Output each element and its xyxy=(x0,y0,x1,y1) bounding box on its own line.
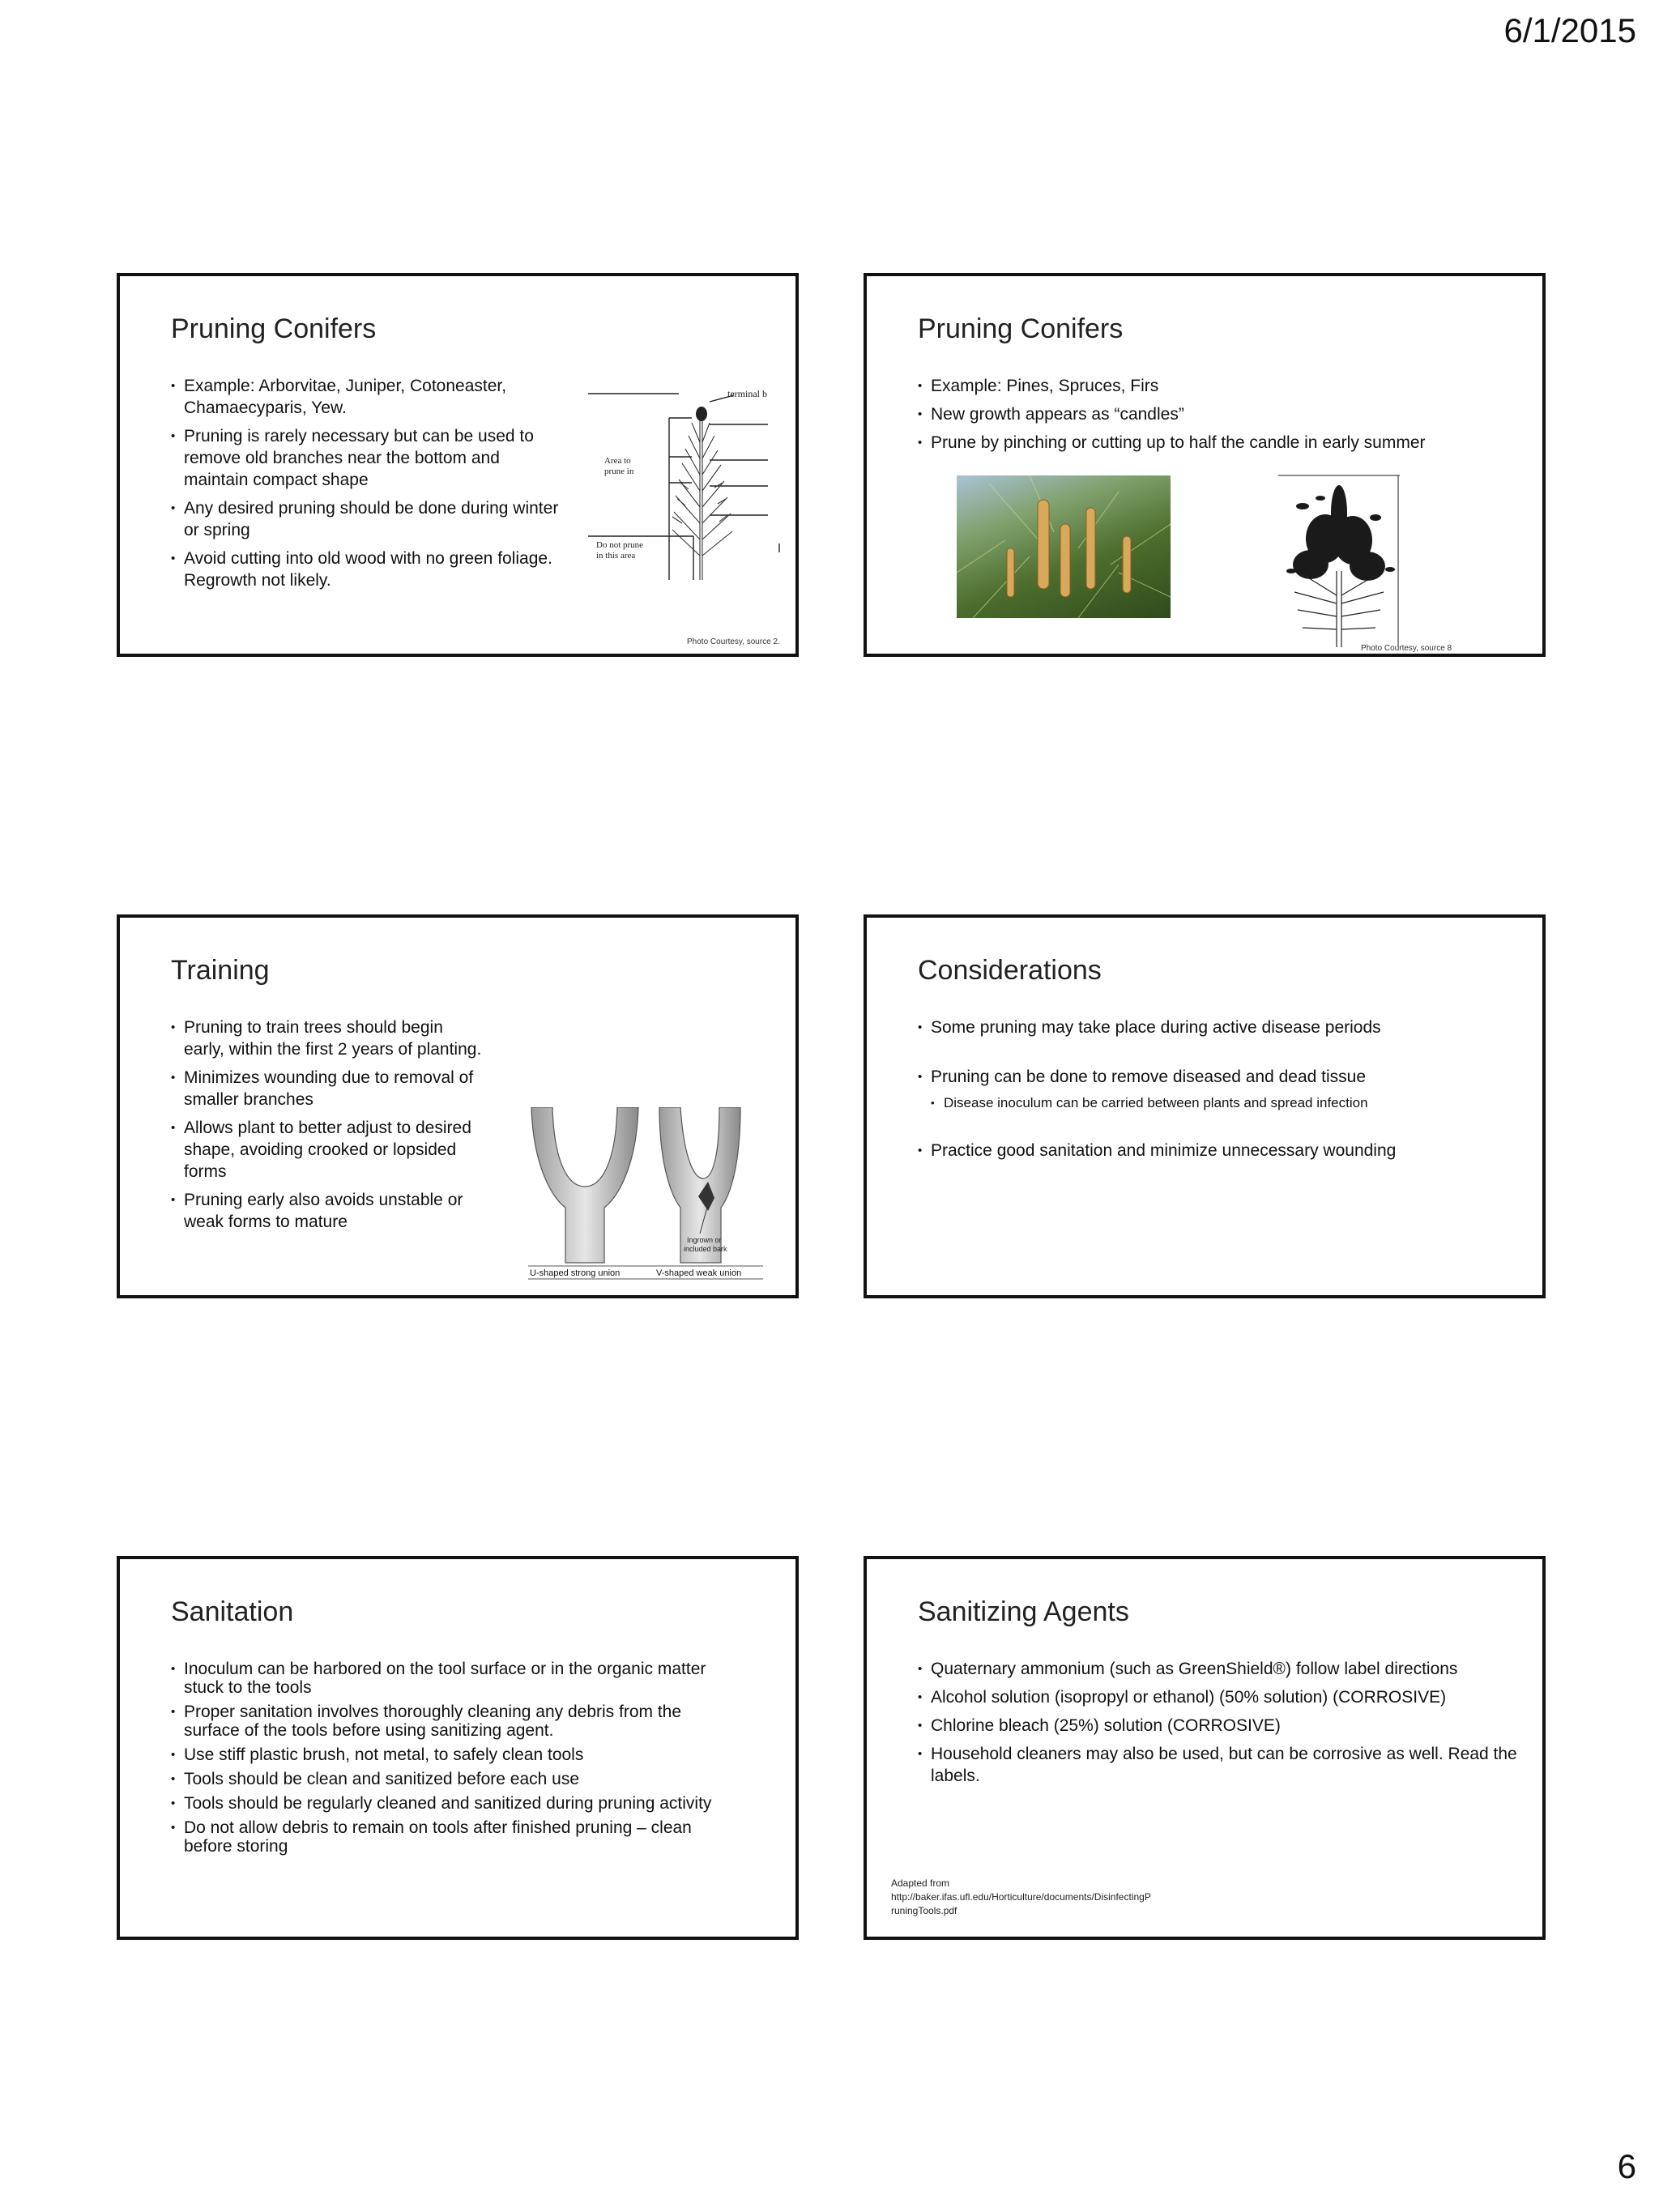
page-number: 6 xyxy=(1617,2147,1636,2185)
slide-title: Pruning Conifers xyxy=(918,313,1124,344)
conifer-pruning-diagram xyxy=(588,386,783,580)
list-item: • Household cleaners may also be used, but can be corrosive as well. Read the labels. xyxy=(918,1743,1517,1787)
list-item: • Chlorine bleach (25%) solution (CORROSIVE) xyxy=(918,1715,1517,1737)
slide-title: Sanitation xyxy=(171,1596,294,1627)
pine-candle-diagram xyxy=(1278,474,1400,647)
svg-text:Do not prunein this area: Do not prune in this area xyxy=(596,540,644,560)
list-item: • Pruning to train trees should begin early, within the first 2 years of planting. xyxy=(171,1016,487,1060)
figure-label: V-shaped weak union xyxy=(656,1268,742,1278)
source-note xyxy=(891,1877,1151,1918)
list-item: • Pruning is rarely necessary but can be used to remove old branches near the bottom and maintain compact shape xyxy=(171,425,568,491)
list-item: • Minimizes wounding due to removal of smaller branches xyxy=(171,1067,487,1110)
list-item: • Inoculum can be harbored on the tool surface or in the organic matter stuck to the tools xyxy=(171,1660,730,1697)
slide-training xyxy=(117,914,799,1298)
list-item: • Avoid cutting into old wood with no green foliage. Regrowth not likely. xyxy=(171,548,568,591)
slide-sanitizing-agents xyxy=(864,1556,1546,1940)
print-date: 6/1/2015 xyxy=(1503,11,1636,49)
slide-title: Considerations xyxy=(918,955,1102,986)
list-item: • Allows plant to better adjust to desired shape, avoiding crooked or lopsided forms xyxy=(171,1117,487,1183)
bullet-list xyxy=(918,1658,1517,1793)
photo-credit: Photo Courtesy, source 8 xyxy=(1361,644,1452,653)
slide-considerations xyxy=(864,914,1546,1298)
figure-label: U-shaped strong union xyxy=(530,1268,621,1278)
figure-label: terminal b xyxy=(727,388,767,399)
svg-text:Area toprune in: Area to prune in xyxy=(604,456,634,476)
list-item: • Prune by pinching or cutting up to half the candle in early summer xyxy=(918,432,1517,454)
slide-pruning-conifers-2 xyxy=(864,273,1546,657)
slide-title: Training xyxy=(171,955,270,986)
slide-title: Pruning Conifers xyxy=(171,313,377,344)
bullet-list xyxy=(918,1016,1517,1168)
list-subitem: • Disease inoculum can be carried between plants and spread infection xyxy=(918,1094,1517,1112)
slide-sanitation xyxy=(117,1556,799,1940)
list-item: • New growth appears as “candles” xyxy=(918,403,1517,425)
list-item: • Tools should be clean and sanitized before each use xyxy=(171,1770,730,1788)
source-note-link[interactable]: http://baker.ifas.ufl.edu/Horticulture/documents/DisinfectingP xyxy=(891,1891,1151,1903)
source-note-line: runingTools.pdf xyxy=(891,1905,957,1916)
svg-text:Ingrown orincluded bark: Ingrown or included bark xyxy=(684,1236,727,1253)
list-item: • Alcohol solution (isopropyl or ethanol) (50% solution) (CORROSIVE) xyxy=(918,1686,1517,1708)
list-item: • Tools should be regularly cleaned and sanitized during pruning activity xyxy=(171,1794,730,1813)
bullet-list xyxy=(171,1016,487,1239)
bullet-list xyxy=(171,1660,730,1861)
list-item: • Example: Pines, Spruces, Firs xyxy=(918,375,1517,397)
list-item: • Proper sanitation involves thoroughly cleaning any debris from the surface of the tools before using sanitizing agent. xyxy=(171,1703,730,1740)
photo-credit: Photo Courtesy, source 2. xyxy=(687,637,780,646)
list-item: • Pruning early also avoids unstable or weak forms to mature xyxy=(171,1189,487,1233)
source-note-line: Adapted from xyxy=(891,1877,950,1889)
list-item: • Some pruning may take place during active disease periods xyxy=(918,1016,1517,1038)
slide-pruning-conifers-1 xyxy=(117,273,799,657)
pine-candles-photo xyxy=(957,475,1171,618)
bullet-list xyxy=(171,375,568,598)
slide-title: Sanitizing Agents xyxy=(918,1596,1129,1627)
list-item: • Pruning can be done to remove diseased and dead tissue xyxy=(918,1066,1517,1088)
bullet-list xyxy=(918,375,1517,460)
branch-union-diagram xyxy=(528,1107,763,1281)
list-item: • Use stiff plastic brush, not metal, to safely clean tools xyxy=(171,1745,730,1764)
list-item: • Do not allow debris to remain on tools after finished pruning – clean before storing xyxy=(171,1818,730,1856)
list-item: • Quaternary ammonium (such as GreenShield®) follow label directions xyxy=(918,1658,1517,1680)
list-item: • Any desired pruning should be done during winter or spring xyxy=(171,497,568,541)
list-item: • Example: Arborvitae, Juniper, Cotoneaster, Chamaecyparis, Yew. xyxy=(171,375,568,419)
list-item: • Practice good sanitation and minimize unnecessary wounding xyxy=(918,1140,1517,1161)
